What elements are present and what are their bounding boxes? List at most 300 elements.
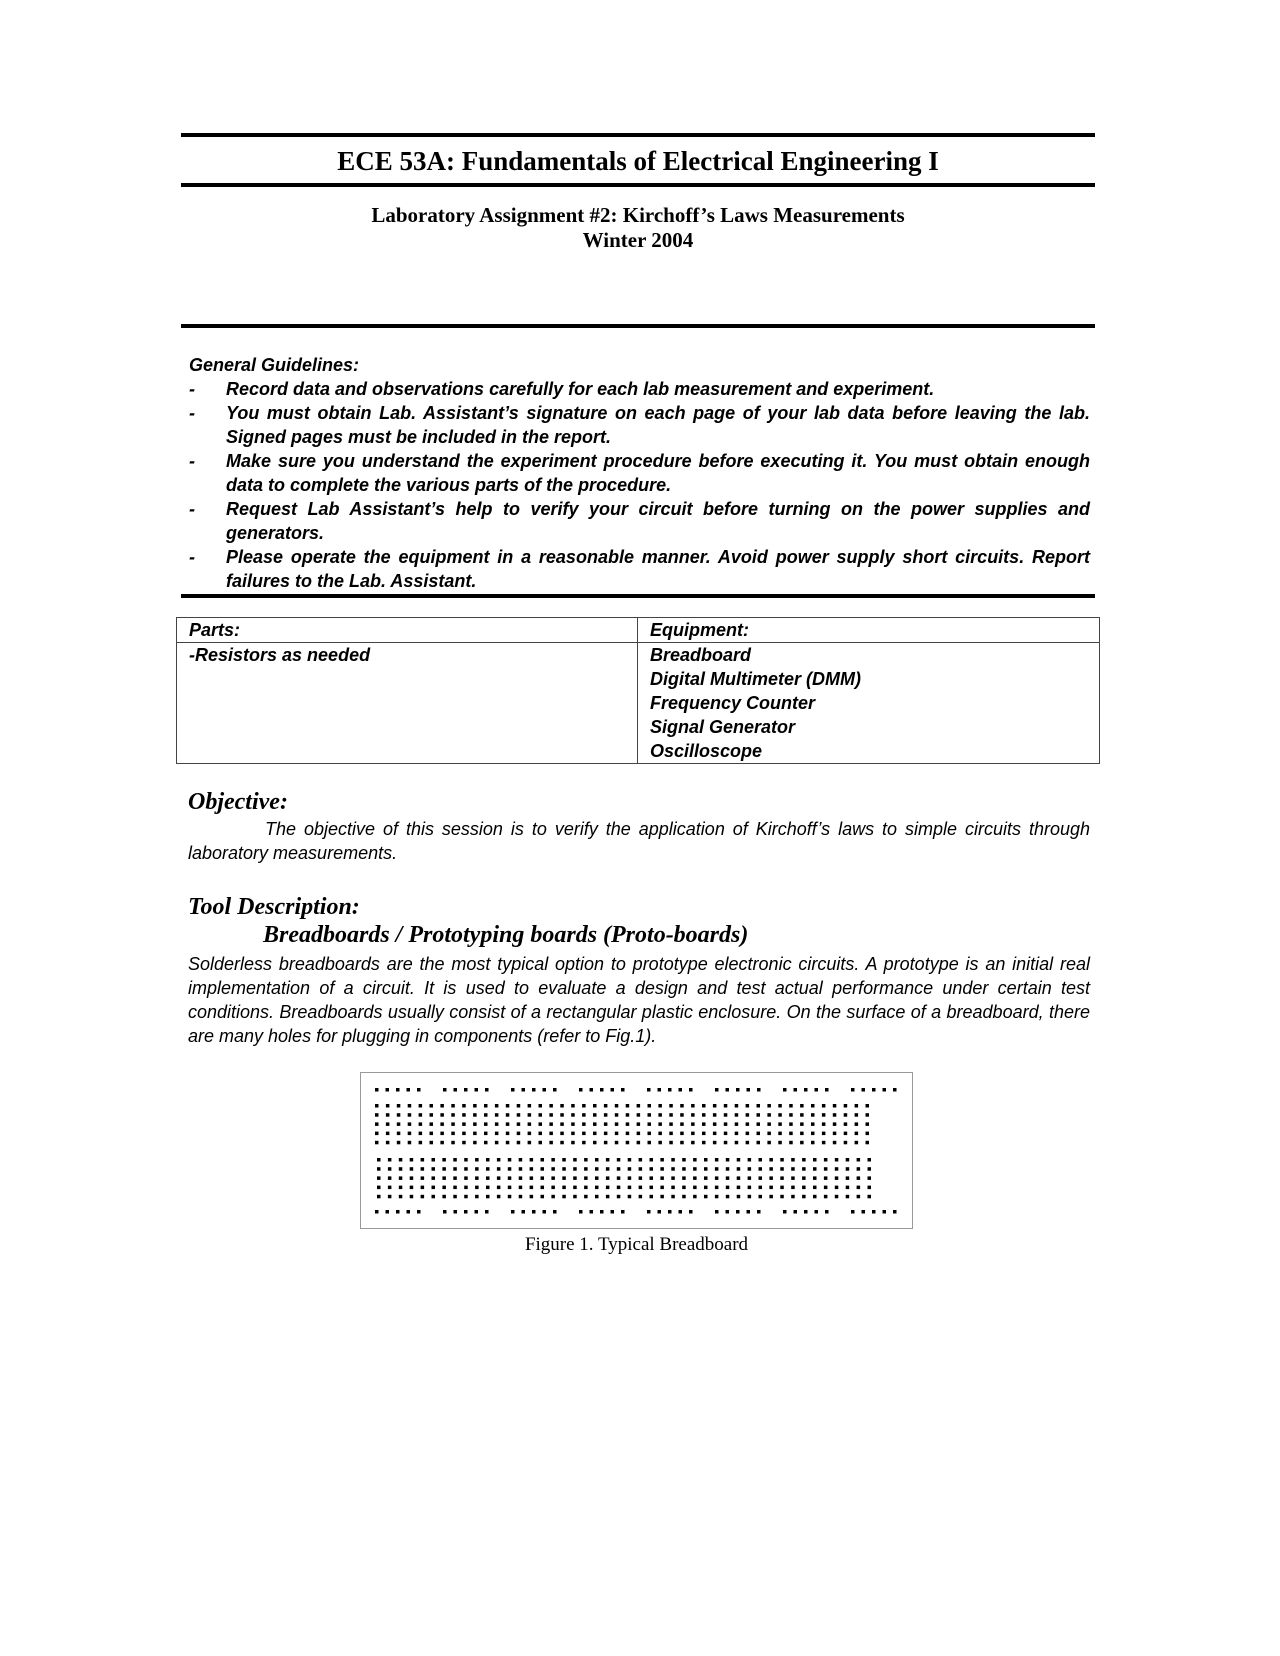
breadboard-hole xyxy=(495,1141,499,1145)
breadboard-hole xyxy=(811,1122,815,1126)
breadboard-hole xyxy=(693,1167,697,1171)
breadboard-hole xyxy=(506,1132,510,1136)
breadboard-hole xyxy=(748,1158,752,1162)
breadboard-hole xyxy=(724,1104,728,1108)
breadboard-hole xyxy=(571,1122,575,1126)
breadboard-hole xyxy=(541,1195,545,1199)
breadboard-hole xyxy=(419,1113,423,1117)
breadboard-hole xyxy=(648,1132,652,1136)
breadboard-hole xyxy=(486,1186,490,1190)
breadboard-hole xyxy=(593,1132,597,1136)
breadboard-hole xyxy=(846,1195,850,1199)
breadboard-hole xyxy=(562,1158,566,1162)
breadboard-hole xyxy=(484,1113,488,1117)
breadboard-hole xyxy=(582,1132,586,1136)
breadboard-hole xyxy=(440,1132,444,1136)
breadboard-hole xyxy=(702,1122,706,1126)
breadboard-hole xyxy=(443,1088,447,1092)
breadboard-hole xyxy=(862,1210,866,1214)
breadboard-hole xyxy=(407,1210,411,1214)
breadboard-hole xyxy=(562,1167,566,1171)
breadboard-hole xyxy=(724,1132,728,1136)
equipment-item: Breadboard xyxy=(650,645,752,665)
breadboard-hole xyxy=(399,1186,403,1190)
breadboard-hole xyxy=(637,1113,641,1117)
breadboard-hole xyxy=(778,1122,782,1126)
breadboard-hole xyxy=(702,1132,706,1136)
breadboard-hole xyxy=(783,1088,787,1092)
breadboard-hole xyxy=(682,1195,686,1199)
breadboard-hole xyxy=(769,1176,773,1180)
breadboard-hole xyxy=(549,1104,553,1108)
breadboard-hole xyxy=(486,1167,490,1171)
breadboard-hole xyxy=(475,1167,479,1171)
breadboard-hole xyxy=(691,1104,695,1108)
header-bottom-rule xyxy=(181,324,1095,328)
breadboard-hole xyxy=(726,1167,730,1171)
breadboard-hole xyxy=(626,1132,630,1136)
breadboard-hole xyxy=(541,1158,545,1162)
breadboard-hole xyxy=(833,1141,837,1145)
breadboard-hole xyxy=(375,1104,379,1108)
breadboard-hole xyxy=(560,1141,564,1145)
breadboard-hole xyxy=(508,1186,512,1190)
breadboard-hole xyxy=(584,1186,588,1190)
breadboard-hole xyxy=(824,1186,828,1190)
breadboard-hole xyxy=(462,1113,466,1117)
breadboard-hole xyxy=(789,1104,793,1108)
breadboard-hole xyxy=(440,1113,444,1117)
breadboard-hole xyxy=(454,1210,458,1214)
breadboard-hole xyxy=(397,1122,401,1126)
guideline-item: - Make sure you understand the experiment procedure before executing it. You must obtain enough data to complete the various parts of the procedure. xyxy=(189,451,1090,495)
breadboard-hole xyxy=(789,1113,793,1117)
breadboard-hole xyxy=(704,1186,708,1190)
breadboard-hole xyxy=(582,1104,586,1108)
breadboard-hole xyxy=(484,1104,488,1108)
parts-cell xyxy=(177,643,638,764)
equipment-item: Signal Generator xyxy=(650,717,796,737)
assignment-title: Laboratory Assignment #2: Kirchoff’s Laws Measurements xyxy=(371,203,905,227)
breadboard-hole xyxy=(679,1088,683,1092)
breadboard-hole xyxy=(650,1195,654,1199)
breadboard-hole xyxy=(462,1132,466,1136)
breadboard-hole xyxy=(543,1088,547,1092)
breadboard-hole xyxy=(778,1113,782,1117)
breadboard-hole xyxy=(780,1176,784,1180)
breadboard-hole xyxy=(835,1176,839,1180)
breadboard-hole xyxy=(680,1122,684,1126)
breadboard-hole xyxy=(573,1186,577,1190)
breadboard-hole xyxy=(693,1186,697,1190)
breadboard-hole xyxy=(724,1141,728,1145)
breadboard-hole xyxy=(593,1104,597,1108)
breadboard-hole xyxy=(813,1195,817,1199)
breadboard-hole xyxy=(824,1167,828,1171)
breadboard-hole xyxy=(866,1141,870,1145)
breadboard-hole xyxy=(386,1122,390,1126)
breadboard-hole xyxy=(800,1122,804,1126)
breadboard-hole xyxy=(421,1195,425,1199)
breadboard-hole xyxy=(615,1132,619,1136)
breadboard-hole xyxy=(648,1113,652,1117)
breadboard-hole xyxy=(660,1176,664,1180)
breadboard-hole xyxy=(748,1195,752,1199)
breadboard-hole xyxy=(637,1104,641,1108)
tool-subheading: Breadboards / Prototyping boards (Proto-boards) xyxy=(263,922,749,948)
breadboard-hole xyxy=(560,1113,564,1117)
breadboard-hole xyxy=(868,1186,872,1190)
breadboard-hole xyxy=(462,1104,466,1108)
breadboard-hole xyxy=(778,1132,782,1136)
breadboard-hole xyxy=(562,1186,566,1190)
breadboard-hole xyxy=(800,1113,804,1117)
breadboard-hole xyxy=(767,1104,771,1108)
breadboard-hole xyxy=(791,1186,795,1190)
breadboard-hole xyxy=(669,1122,673,1126)
breadboard-hole xyxy=(778,1141,782,1145)
breadboard-hole xyxy=(551,1167,555,1171)
breadboard-hole xyxy=(386,1141,390,1145)
breadboard-hole xyxy=(451,1104,455,1108)
breadboard-hole xyxy=(735,1132,739,1136)
breadboard-hole xyxy=(453,1176,457,1180)
breadboard-hole xyxy=(846,1186,850,1190)
breadboard-hole xyxy=(617,1167,621,1171)
breadboard-hole xyxy=(736,1088,740,1092)
breadboard-hole xyxy=(855,1122,859,1126)
breadboard-hole xyxy=(615,1141,619,1145)
breadboard-hole xyxy=(517,1122,521,1126)
breadboard-hole xyxy=(375,1210,379,1214)
breadboard-hole xyxy=(862,1088,866,1092)
breadboard-hole xyxy=(822,1141,826,1145)
breadboard-hole xyxy=(539,1104,543,1108)
breadboard-hole xyxy=(628,1158,632,1162)
breadboard-hole xyxy=(451,1122,455,1126)
breadboard-hole xyxy=(584,1195,588,1199)
breadboard-hole xyxy=(835,1186,839,1190)
breadboard-hole xyxy=(408,1132,412,1136)
guideline-item: - Record data and observations carefully for each lab measurement and experiment. xyxy=(189,377,1090,401)
breadboard-hole xyxy=(604,1113,608,1117)
breadboard-hole xyxy=(628,1167,632,1171)
breadboard-hole xyxy=(506,1122,510,1126)
breadboard-hole xyxy=(802,1167,806,1171)
breadboard-hole xyxy=(846,1167,850,1171)
breadboard-hole xyxy=(440,1141,444,1145)
breadboard-hole xyxy=(822,1113,826,1117)
breadboard-hole xyxy=(517,1104,521,1108)
breadboard-hole xyxy=(833,1113,837,1117)
breadboard-hole xyxy=(757,1132,761,1136)
breadboard-hole xyxy=(595,1167,599,1171)
breadboard-hole xyxy=(388,1167,392,1171)
breadboard-hole xyxy=(430,1122,434,1126)
breadboard-hole xyxy=(606,1167,610,1171)
breadboard-hole xyxy=(746,1132,750,1136)
breadboard-hole xyxy=(419,1141,423,1145)
title-rule xyxy=(181,183,1095,187)
breadboard-hole xyxy=(704,1167,708,1171)
breadboard-hole xyxy=(573,1176,577,1180)
breadboard-hole xyxy=(615,1122,619,1126)
breadboard-hole xyxy=(883,1210,887,1214)
breadboard-hole xyxy=(846,1158,850,1162)
breadboard-hole xyxy=(802,1186,806,1190)
breadboard-hole xyxy=(693,1158,697,1162)
breadboard-hole xyxy=(551,1176,555,1180)
breadboard-hole xyxy=(660,1195,664,1199)
breadboard-hole xyxy=(432,1186,436,1190)
breadboard-hole xyxy=(822,1122,826,1126)
breadboard-hole xyxy=(485,1088,489,1092)
breadboard-hole xyxy=(486,1195,490,1199)
breadboard-hole xyxy=(844,1132,848,1136)
breadboard-hole xyxy=(680,1132,684,1136)
breadboard-hole xyxy=(668,1210,672,1214)
breadboard-hole xyxy=(551,1158,555,1162)
breadboard-hole xyxy=(746,1113,750,1117)
breadboard-hole xyxy=(658,1104,662,1108)
breadboard-hole xyxy=(497,1176,501,1180)
breadboard-hole xyxy=(780,1167,784,1171)
breadboard-hole xyxy=(713,1141,717,1145)
breadboard-hole xyxy=(833,1132,837,1136)
breadboard-hole xyxy=(549,1141,553,1145)
breadboard-hole xyxy=(442,1186,446,1190)
breadboard-hole xyxy=(528,1104,532,1108)
breadboard-hole xyxy=(626,1113,630,1117)
breadboard-hole xyxy=(375,1141,379,1145)
breadboard-hole xyxy=(735,1113,739,1117)
breadboard-hole xyxy=(410,1186,414,1190)
breadboard-hole xyxy=(397,1141,401,1145)
breadboard-hole xyxy=(442,1195,446,1199)
breadboard-hole xyxy=(648,1122,652,1126)
breadboard-hole xyxy=(835,1167,839,1171)
breadboard-hole xyxy=(893,1210,897,1214)
breadboard-hole xyxy=(671,1158,675,1162)
breadboard-hole xyxy=(639,1176,643,1180)
breadboard-hole xyxy=(851,1210,855,1214)
breadboard-hole xyxy=(680,1113,684,1117)
breadboard-hole xyxy=(419,1132,423,1136)
guideline-text: Request Lab Assistant’s help to verify your circuit before turning on the power supplies and generators. xyxy=(226,499,1090,543)
breadboard-hole xyxy=(693,1195,697,1199)
breadboard-hole xyxy=(611,1210,615,1214)
breadboard-hole xyxy=(495,1104,499,1108)
breadboard-hole xyxy=(582,1141,586,1145)
breadboard-hole xyxy=(857,1167,861,1171)
guideline-text: Make sure you understand the experiment procedure before executing it. You must obtain enough data to complete the various parts of the procedure. xyxy=(226,451,1090,495)
breadboard-hole xyxy=(724,1122,728,1126)
breadboard-hole xyxy=(726,1158,730,1162)
breadboard-hole xyxy=(453,1167,457,1171)
breadboard-hole xyxy=(611,1088,615,1092)
breadboard-hole xyxy=(571,1104,575,1108)
breadboard-hole xyxy=(748,1176,752,1180)
breadboard-hole xyxy=(541,1167,545,1171)
breadboard-hole xyxy=(689,1088,693,1092)
breadboard-hole xyxy=(724,1113,728,1117)
breadboard-hole xyxy=(735,1122,739,1126)
breadboard-hole xyxy=(517,1132,521,1136)
breadboard-hole xyxy=(737,1176,741,1180)
breadboard-hole xyxy=(530,1158,534,1162)
breadboard-hole xyxy=(628,1176,632,1180)
breadboard-hole xyxy=(539,1132,543,1136)
breadboard-hole xyxy=(855,1141,859,1145)
breadboard-hole xyxy=(495,1113,499,1117)
breadboard-hole xyxy=(606,1158,610,1162)
breadboard-hole xyxy=(532,1088,536,1092)
breadboard-hole xyxy=(757,1141,761,1145)
breadboard-hole xyxy=(408,1104,412,1108)
breadboard-hole xyxy=(835,1195,839,1199)
breadboard-hole xyxy=(715,1088,719,1092)
breadboard-hole xyxy=(386,1088,390,1092)
breadboard-hole xyxy=(386,1104,390,1108)
breadboard-hole xyxy=(519,1176,523,1180)
breadboard-hole xyxy=(464,1088,468,1092)
breadboard-hole xyxy=(484,1132,488,1136)
breadboard-hole xyxy=(553,1088,557,1092)
breadboard-hole xyxy=(813,1167,817,1171)
breadboard-hole xyxy=(549,1122,553,1126)
breadboard-hole xyxy=(464,1195,468,1199)
breadboard-hole xyxy=(497,1195,501,1199)
breadboard-hole xyxy=(528,1113,532,1117)
breadboard-hole xyxy=(573,1167,577,1171)
breadboard-hole xyxy=(440,1104,444,1108)
breadboard-hole xyxy=(484,1122,488,1126)
breadboard-hole xyxy=(682,1167,686,1171)
breadboard-hole xyxy=(726,1186,730,1190)
breadboard-hole xyxy=(419,1122,423,1126)
breadboard-hole xyxy=(868,1158,872,1162)
breadboard-hole xyxy=(584,1167,588,1171)
breadboard-hole xyxy=(451,1132,455,1136)
breadboard-hole xyxy=(769,1158,773,1162)
breadboard-hole xyxy=(715,1186,719,1190)
tool-text: Solderless breadboards are the most typical option to prototype electronic circuits. A prototype is an initial real implementation of a circuit. It is used to evaluate a design and test actual performance under certain test conditions. Breadboards usually consist of a rectangular plastic enclosure. On the surface of a breadboard, there are many holes for plugging in components (refer to Fig.1). xyxy=(188,954,1090,1046)
breadboard-hole xyxy=(660,1167,664,1171)
breadboard-hole xyxy=(584,1158,588,1162)
breadboard-hole xyxy=(669,1113,673,1117)
breadboard-hole xyxy=(582,1122,586,1126)
guidelines-heading: General Guidelines: xyxy=(189,355,360,375)
breadboard-hole xyxy=(528,1122,532,1126)
breadboard-hole xyxy=(593,1141,597,1145)
breadboard-hole xyxy=(473,1113,477,1117)
breadboard-hole xyxy=(600,1088,604,1092)
breadboard-hole xyxy=(615,1113,619,1117)
breadboard-hole xyxy=(689,1210,693,1214)
breadboard-hole xyxy=(453,1158,457,1162)
breadboard-hole xyxy=(543,1210,547,1214)
breadboard-hole xyxy=(639,1195,643,1199)
breadboard-hole xyxy=(604,1122,608,1126)
breadboard-hole xyxy=(606,1186,610,1190)
breadboard-hole xyxy=(846,1176,850,1180)
breadboard-hole xyxy=(462,1122,466,1126)
equipment-header: Equipment: xyxy=(638,618,1100,643)
breadboard-hole xyxy=(713,1132,717,1136)
breadboard-hole xyxy=(789,1132,793,1136)
breadboard-hole xyxy=(506,1113,510,1117)
parts-equipment-table xyxy=(176,617,1100,764)
breadboard-hole xyxy=(475,1088,479,1092)
breadboard-hole xyxy=(767,1141,771,1145)
breadboard-hole xyxy=(617,1176,621,1180)
breadboard-hole xyxy=(440,1122,444,1126)
breadboard-hole xyxy=(726,1210,730,1214)
breadboard-hole xyxy=(811,1104,815,1108)
breadboard-hole xyxy=(399,1158,403,1162)
breadboard-hole xyxy=(804,1210,808,1214)
breadboard-hole xyxy=(375,1132,379,1136)
breadboard-hole xyxy=(396,1088,400,1092)
breadboard-hole xyxy=(375,1113,379,1117)
breadboard-hole xyxy=(584,1176,588,1180)
breadboard-hole xyxy=(590,1088,594,1092)
breadboard-hole xyxy=(825,1088,829,1092)
breadboard-hole xyxy=(866,1113,870,1117)
breadboard-hole xyxy=(430,1104,434,1108)
breadboard-hole xyxy=(399,1195,403,1199)
breadboard-hole xyxy=(579,1210,583,1214)
breadboard-hole xyxy=(541,1176,545,1180)
breadboard-hole xyxy=(791,1167,795,1171)
breadboard-hole xyxy=(800,1104,804,1108)
breadboard-hole xyxy=(868,1195,872,1199)
breadboard-hole xyxy=(464,1210,468,1214)
breadboard-hole xyxy=(791,1158,795,1162)
breadboard-hole xyxy=(844,1141,848,1145)
breadboard-hole xyxy=(769,1167,773,1171)
objective-text: The objective of this session is to verify the application of Kirchoff’s laws to simple circuits through laboratory measurements. xyxy=(188,819,1090,863)
breadboard-hole xyxy=(410,1167,414,1171)
guideline-item: - You must obtain Lab. Assistant’s signature on each page of your lab data before leaving the lab. Signed pages must be included in the report. xyxy=(189,403,1090,447)
breadboard-hole xyxy=(746,1122,750,1126)
breadboard-hole xyxy=(679,1210,683,1214)
breadboard-holes xyxy=(361,1073,911,1227)
breadboard-hole xyxy=(573,1195,577,1199)
breadboard-hole xyxy=(473,1104,477,1108)
part-item: -Resistors as needed xyxy=(189,645,371,665)
breadboard-hole xyxy=(442,1158,446,1162)
breadboard-hole xyxy=(866,1104,870,1108)
breadboard-hole xyxy=(508,1158,512,1162)
breadboard-hole xyxy=(767,1122,771,1126)
breadboard-hole xyxy=(388,1186,392,1190)
breadboard-hole xyxy=(647,1088,651,1092)
breadboard-hole xyxy=(759,1158,763,1162)
breadboard-hole xyxy=(377,1167,381,1171)
breadboard-hole xyxy=(637,1122,641,1126)
guideline-text: You must obtain Lab. Assistant’s signature on each page of your lab data before leaving the lab. Signed pages must be included in the report. xyxy=(226,403,1090,447)
breadboard-hole xyxy=(844,1104,848,1108)
breadboard-hole xyxy=(377,1195,381,1199)
breadboard-hole xyxy=(473,1122,477,1126)
breadboard-hole xyxy=(430,1141,434,1145)
breadboard-hole xyxy=(495,1122,499,1126)
breadboard-hole xyxy=(669,1141,673,1145)
breadboard-hole xyxy=(388,1195,392,1199)
breadboard-hole xyxy=(813,1158,817,1162)
breadboard-hole xyxy=(573,1158,577,1162)
